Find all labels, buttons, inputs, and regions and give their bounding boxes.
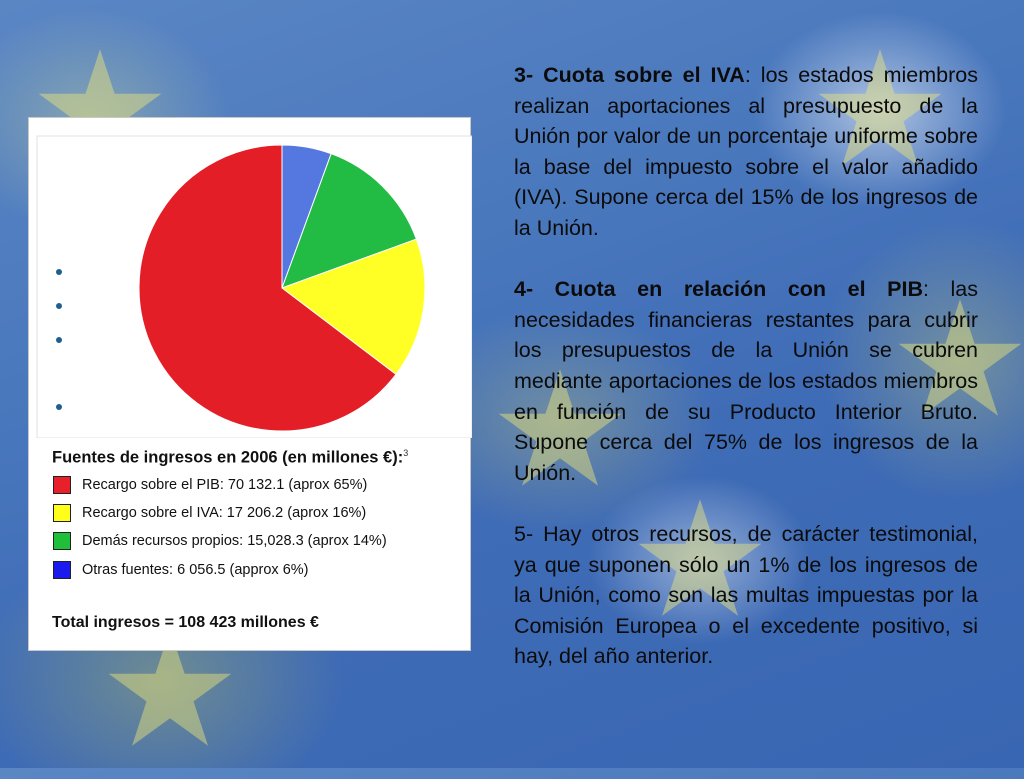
paragraph-heading: 3- Cuota sobre el IVA [514,63,745,87]
legend-swatch [53,532,71,550]
legend-label: Recargo sobre el PIB: 70 132.1 (aprox 65%) [82,477,368,493]
legend-swatch [53,476,71,494]
legend-swatch [53,561,71,579]
legend-label: Recargo sobre el IVA: 17 206.2 (aprox 16%) [82,505,367,521]
paragraph-other-resources [514,519,978,672]
footnote-marker: 3 [403,448,409,458]
paragraph-iva [514,60,978,244]
paragraph-pib [514,274,978,488]
legend-title: Fuentes de ingresos en 2006 (en millones €):$^3$ [52,448,409,467]
paragraph-heading: 4- Cuota en relación con el PIB [514,277,923,302]
legend-label: Demás recursos propios: 15,028.3 (aprox 14%) [82,533,387,549]
paragraph-body: : las necesidades financieras restantes para cubrir los presupuestos de la Unión se cubren mediante aportaciones de los estados miembros en función de su Producto Interior Bruto. Supone cerca del 75% de los ingresos de la Unión. [514,277,978,485]
bullet [56,337,62,343]
paragraph-body: 5- Hay otros recursos, de carácter testimonial, ya que suponen sólo un 1% de los ingresos de la Unión, como son las multas impuestas por la Comisión Europea o el excedente positivo, si hay, del año anterior. [514,521,978,669]
chart-panel [28,117,471,651]
legend-label: Otras fuentes: 6 056.5 (approx 6%) [82,562,309,578]
text-column [514,60,978,702]
bullet [56,269,62,275]
pie-chart [29,118,472,438]
paragraph-body: : los estados miembros realizan aportaciones al presupuesto de la Unión por valor de un porcentaje uniforme sobre la base del impuesto sobre el valor añadido (IVA). Supone cerca del 15% de los ingresos de la Unión. [514,63,978,240]
legend-swatch [53,504,71,522]
bullet [56,404,62,410]
bullet [56,303,62,309]
total-income: Total ingresos = 108 423 millones € [52,614,319,631]
